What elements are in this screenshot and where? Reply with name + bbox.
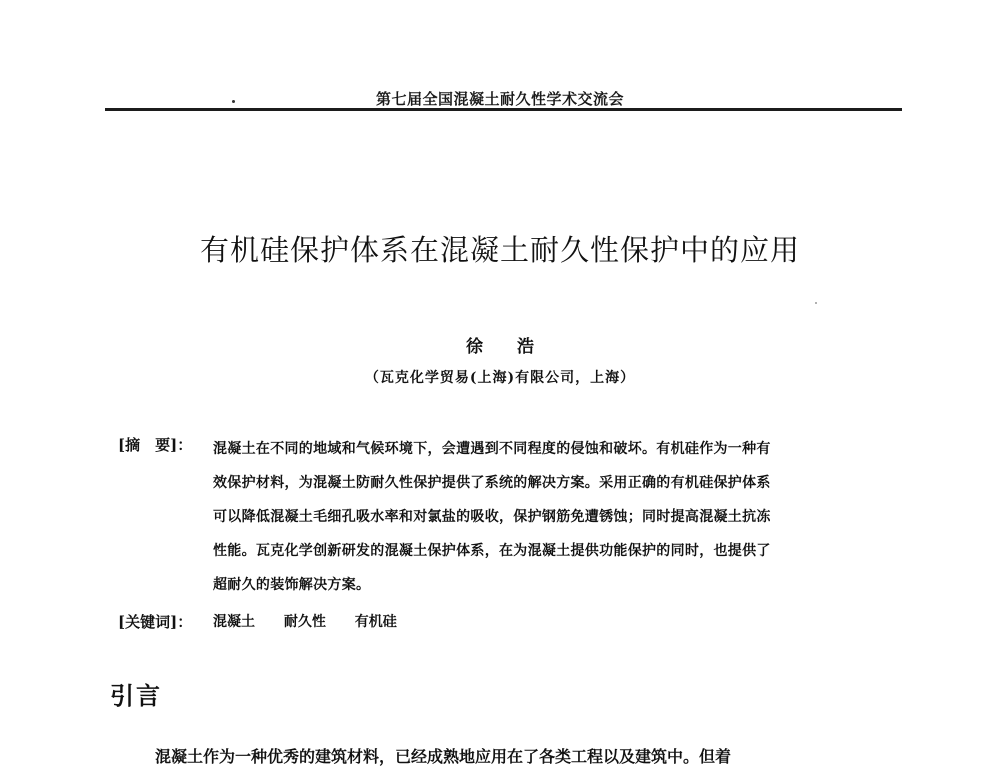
- keyword: 混凝土: [213, 614, 255, 630]
- author-name: 徐 浩: [466, 337, 548, 357]
- abstract-line: 效保护材料，为混凝土防耐久性保护提供了系统的解决方案。采用正确的有机硅保护体系: [213, 475, 771, 491]
- keywords-label: [关键词]：: [118, 613, 193, 631]
- abstract-body: [213, 432, 893, 602]
- section-heading: 引言: [110, 682, 162, 710]
- keywords-list: [213, 611, 411, 631]
- keyword: 有机硅: [354, 614, 397, 630]
- paper-title: 有机硅保护体系在混凝土耐久性保护中的应用: [199, 233, 800, 267]
- body-text-line: 混凝土作为一种优秀的建筑材料，已经成熟地应用在了各类工程以及建筑中。但着: [155, 747, 732, 766]
- author-affiliation: （瓦克化学贸易(上海)有限公司，上海）: [364, 370, 636, 386]
- abstract-line: 可以降低混凝土毛细孔吸水率和对氯盐的吸收，保护钢筋免遭锈蚀；同时提高混凝土抗冻: [213, 509, 771, 525]
- header-rule: [105, 108, 902, 111]
- abstract-line: 性能。瓦克化学创新研发的混凝土保护体系，在为混凝土提供功能保护的同时，也提供了: [213, 543, 771, 559]
- conference-header: 第七届全国混凝土耐久性学术交流会: [375, 90, 624, 108]
- abstract-line: 混凝土在不同的地域和气候环境下，会遭遇到不同程度的侵蚀和破坏。有机硅作为一种有: [213, 441, 771, 457]
- keyword: 耐久性: [283, 614, 326, 630]
- scan-speck: [815, 302, 817, 304]
- abstract-label: [摘 要]：: [118, 436, 193, 454]
- abstract-line: 超耐久的装饰解决方案。: [213, 577, 371, 593]
- header-speck: [232, 100, 235, 103]
